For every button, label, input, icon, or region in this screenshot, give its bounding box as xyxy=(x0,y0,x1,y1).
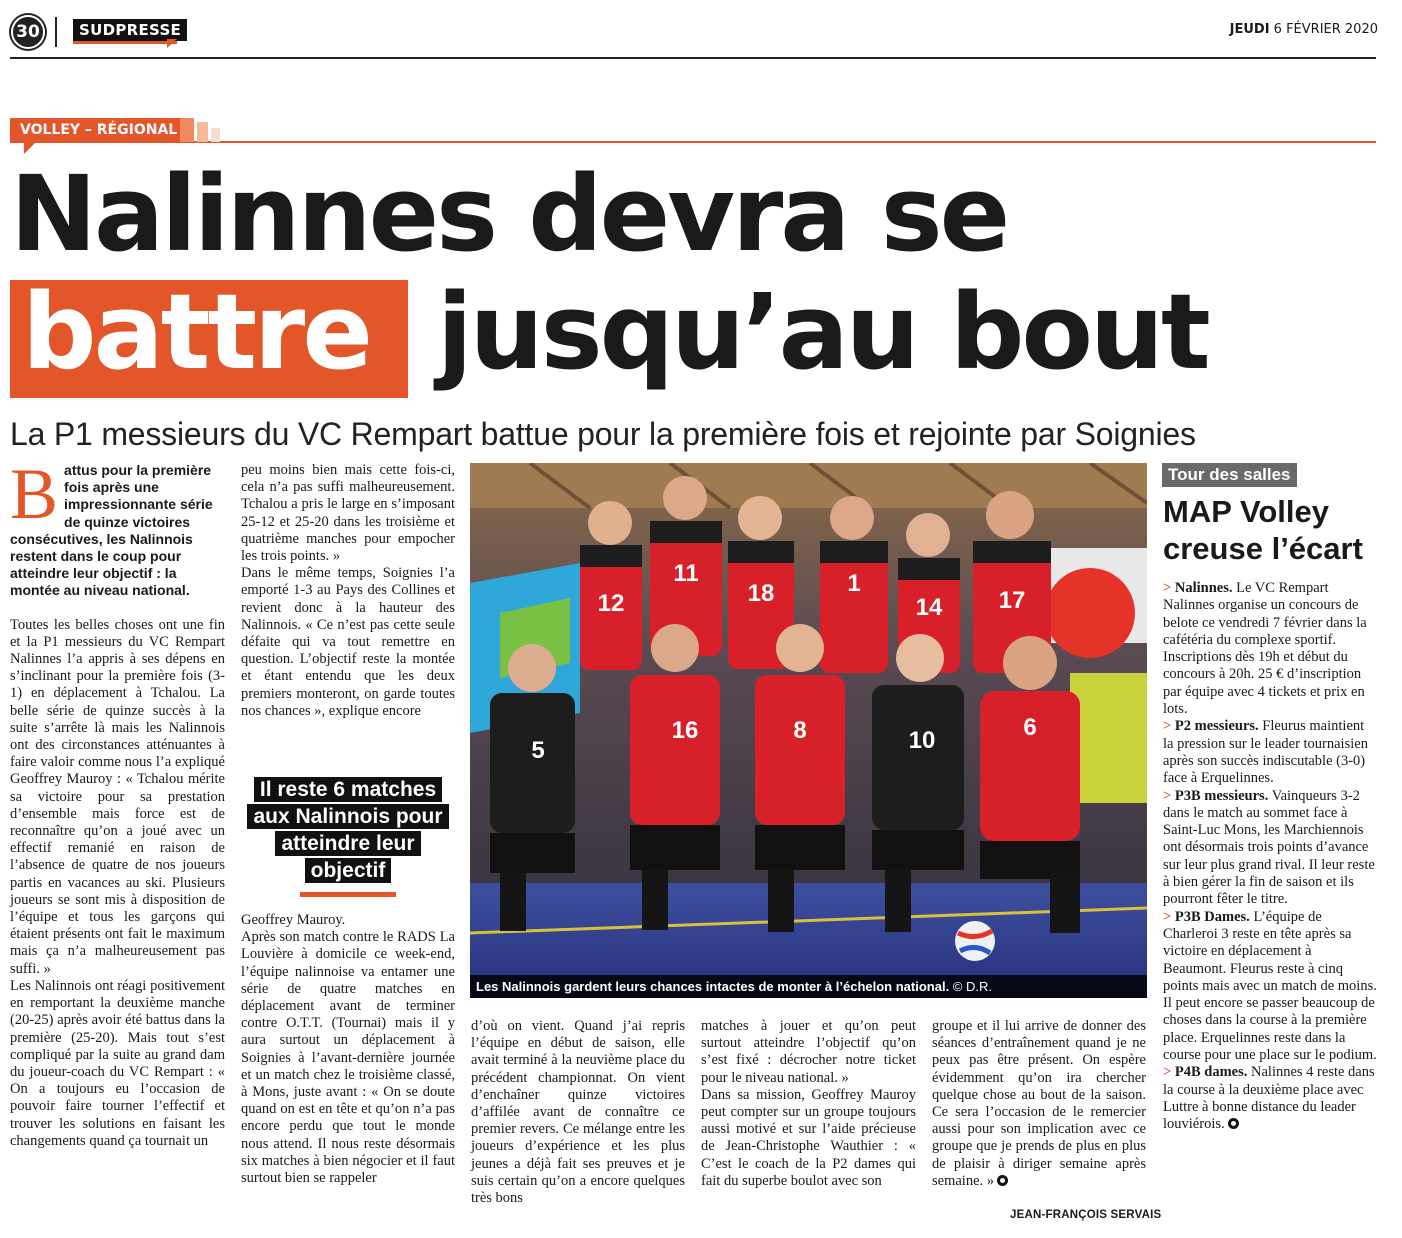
paragraph: Après son match contre le RADS La Louvière à domicile ce week-end, l’équipe nalinnoise va entamer une série de quatre matches en déplacement avant de terminer contre O.T.T. (Tournai) mais il y aura surtout un déplacement à Soignies à l’avant-dernière journée et un match chez le troisième classé, à Mons, juste avant : « On se doute quand on est en tête et qu’on n’a pas encore perdu que tout le monde nous attend. Il nous reste désormais six matches à bien négocier et il faut surtout bien se rappeler xyxy=(241,929,455,1187)
sidebar-item-label: P2 messieurs. xyxy=(1174,718,1259,735)
sidebar-item-text: Vainqueurs 3-2 dans le match au sommet face à Saint-Luc Mons, les Marchiennois ont désormais trois points d’avance sur leur plus grand rival. Il leur reste à bien gérer la fin de saison et ils pourront fêter le titre. xyxy=(1163,787,1375,908)
dateline-day: JEUDI xyxy=(1229,22,1270,37)
sidebar-item-text: Fleurus maintient la pression sur le leader tournaisien après son succès indiscutable (3-0) face à Erquelinnes. xyxy=(1163,718,1368,787)
end-mark-icon xyxy=(997,1175,1008,1186)
sidebar-item-text: Nalinnes 4 reste dans la course à la deuxième place avec Luttre à bonne distance du leader louviérois. xyxy=(1163,1064,1375,1133)
sidebar-marker: > xyxy=(1163,787,1172,804)
sidebar-item-label: P3B messieurs. xyxy=(1174,787,1269,804)
sidebar-item xyxy=(1163,718,1377,787)
drop-cap: B xyxy=(10,454,59,534)
team-photo xyxy=(470,463,1147,998)
section-tag-fade xyxy=(180,118,194,142)
jersey-number: 17 xyxy=(998,587,1026,614)
paragraph: Dans le même temps, Soignies l’a emporté 1-3 au Pays des Collines et revient donc à la hauteur des Nalinnois. « Ce n’est pas cette seule défaite qui va tout remettre en question. L’objectif reste la montée et étant entendu que les deux premiers monteront, on garde toutes nos chances », explique encore xyxy=(241,565,455,719)
byline: JEAN-FRANÇOIS SERVAIS xyxy=(1010,1209,1162,1221)
page-number: 30 xyxy=(11,15,45,49)
sidebar-marker: > xyxy=(1163,580,1172,596)
sidebar-item xyxy=(1163,909,1377,1065)
sidebar-item-label: P3B Dames. xyxy=(1174,908,1250,925)
jersey-number: 16 xyxy=(671,717,699,744)
pull-quote xyxy=(241,776,455,884)
photo-caption xyxy=(470,975,1147,998)
paragraph xyxy=(932,1018,1146,1190)
sidebar-item xyxy=(1163,580,1377,718)
article-column-5 xyxy=(932,1018,1146,1190)
jersey-number: 6 xyxy=(1023,714,1037,741)
photo-credit: © D.R. xyxy=(952,979,993,994)
dateline xyxy=(1230,22,1378,37)
article-lead xyxy=(10,454,225,600)
article-column-4 xyxy=(701,1018,916,1190)
headline-line-2: jusqu’au bout xyxy=(437,271,1208,393)
header-divider xyxy=(55,17,57,47)
article-column-2 xyxy=(241,462,455,720)
sidebar-tag: Tour des salles xyxy=(1162,463,1297,487)
sidebar-title: MAP Volley creuse l’écart xyxy=(1163,494,1363,566)
article-column-1 xyxy=(10,454,225,1150)
paragraph: d’où on vient. Quand j’ai repris l’équipe en début de saison, elle avait terminé à la neuvième place du précédent championnat. On vient d’enchaîner quinze victoires d’affilée avant de connaître ce premier revers. Ce mélange entre les joueurs d’expérience et les plus jeunes a déjà fait ses preuves et je suis certain qu’on a encore quelques très bons xyxy=(471,1018,685,1207)
sidebar-item-text: Le VC Rempart Nalinnes organise un concours de belote ce vendredi 7 février dans la cafétéria du complexe sportif. Inscriptions dès 19h et début du concours à 20h. 25 € d’inscription par équipe avec 4 tickets et prix en lots. xyxy=(1163,580,1367,718)
jersey-number: 1 xyxy=(847,570,861,597)
paragraph: Dans sa mission, Geoffrey Mauroy peut compter sur un groupe toujours aussi motivé et sur l’aide précieuse de Jean-Christophe Wauthier : « C’est le coach de la P2 dames qui fait du superbe boulot avec son xyxy=(701,1086,916,1189)
sidebar-item-text: L’équipe de Charleroi 3 reste en tête après sa victoire en déplacement à Beaumont. Fleurus reste à cinq points mais avec un match de moins. Il peut encore se passer beaucoup de choses dans la course à la première place. Erquelinnes reste dans la course pour une place sur le podium. xyxy=(1163,908,1377,1064)
paragraph: peu moins bien mais cette fois-ci, cela n’a pas suffi malheureusement. Tchalou a pris le large en s’imposant 25-12 et 25-20 dans les troisième et quatrième manches pour empocher les trois points. » xyxy=(241,462,455,565)
dateline-date: 6 FÉVRIER 2020 xyxy=(1273,22,1378,37)
paragraph: Toutes les belles choses ont une fin et la P1 messieurs du VC Rempart Nalinnes l’a appris à ses dépens en s’inclinant pour la première fois (3-1) en déplacement à Tchalou. La belle série de quinze succès à la suite s’arrête là mais les Nalinnois ont des circonstances atténuantes à faire valoir comme nous l’a expliqué Geoffrey Mauroy : « Tchalou mérite sa victoire pour sa prestation d’ensemble mais force est de reconnaître qu’on a joué avec un effectif remanié en raison de l’absence de quatre de nos joueurs partis en vacances au ski. Plusieurs joueurs se sont mis à disposition de l’équipe et tous les garçons qui étaient présents ont fait le maximum mais ça n’a malheureusement pas suffi. » xyxy=(10,616,225,977)
brand-underline xyxy=(73,41,177,44)
subheadline: La P1 messieurs du VC Rempart battue pour la première fois et rejointe par Soignies xyxy=(10,416,1196,452)
sidebar-body xyxy=(1163,580,1377,1134)
team-photo-illustration xyxy=(470,463,1147,998)
jersey-number: 5 xyxy=(531,737,545,764)
header-rule xyxy=(10,57,1376,59)
headline-highlight-word: battre xyxy=(22,271,370,393)
jersey-number: 12 xyxy=(597,590,625,617)
jersey-number: 11 xyxy=(673,560,699,587)
sidebar-item xyxy=(1163,788,1377,909)
caption-text: Les Nalinnois gardent leurs chances intactes de monter à l’échelon national. xyxy=(476,979,950,994)
brand-tail xyxy=(167,39,177,48)
lead-text: attus pour la première fois après une impressionnante série de quinze victoires consécutives, les Nalinnois restent dans le coup pour atteindre leur objectif : la montée au niveau national. xyxy=(10,462,213,599)
brand-logo: SUDPRESSE xyxy=(73,19,187,41)
pull-quote-rule xyxy=(300,892,396,897)
paragraph: matches à jouer et qu’on peut surtout atteindre l’objectif qu’on s’est fixé : décrocher notre ticket pour le niveau national. » xyxy=(701,1018,916,1086)
sidebar-item-label: Nalinnes. xyxy=(1174,580,1233,596)
section-tag: VOLLEY – RÉGIONAL xyxy=(10,118,187,142)
sidebar-marker: > xyxy=(1163,718,1172,735)
end-mark-icon xyxy=(1228,1118,1239,1129)
article-column-2-continued xyxy=(241,912,455,1187)
paragraph-text: groupe et il lui arrive de donner des séances d’entraînement quand je ne peux pas être présent. On espère évidemment qu’on ira chercher quelque chose au bout de la saison. Ce sera l’occasion de le remercier aussi pour son implication avec ce groupe que je prends de plus en plus de plaisir à diriger semaine après semaine. » xyxy=(932,1018,1146,1189)
paragraph: Les Nalinnois ont réagi positivement en remportant la deuxième manche (20-25) après avoir été battus dans la première (25-20). Mais tout s’est compliqué par la suite au grand dam du joueur-coach du VC Rempart : « On a toujours eu l’occasion de pouvoir faire tourner l’effectif et trouver les solutions en faisant les changements quand ça tournait un xyxy=(10,977,225,1149)
section-tag-fade xyxy=(197,122,208,142)
jersey-number: 14 xyxy=(915,594,943,621)
headline-line-1: Nalinnes devra se xyxy=(10,153,1008,275)
sidebar-marker: > xyxy=(1163,908,1172,925)
jersey-number: 10 xyxy=(908,727,936,754)
jersey-number: 8 xyxy=(793,717,807,744)
article-column-3 xyxy=(471,1018,685,1207)
section-tag-fade xyxy=(211,128,220,142)
sidebar-marker: > xyxy=(1163,1064,1172,1081)
sidebar-item-label: P4B dames. xyxy=(1174,1064,1248,1081)
sidebar-item xyxy=(1163,1064,1377,1133)
pull-quote-text: Il reste 6 matches aux Nalinnois pour atteindre leur objectif xyxy=(247,777,448,883)
paragraph: Geoffrey Mauroy. xyxy=(241,912,346,928)
jersey-number: 18 xyxy=(747,580,775,607)
